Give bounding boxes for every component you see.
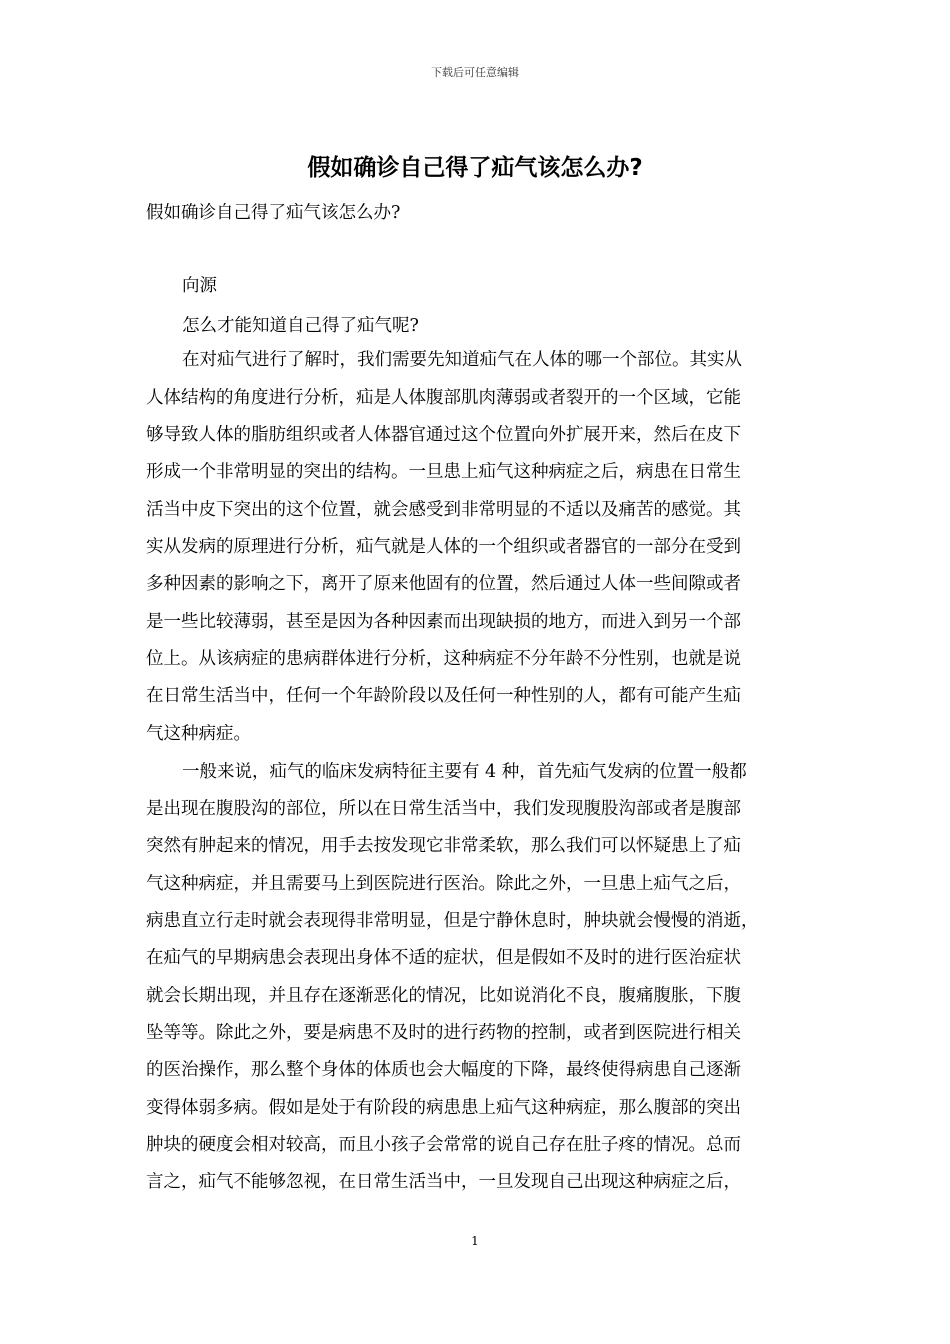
paragraph-2-line: 病患直立行走时就会表现得非常明显，但是宁静休息时，肿块就会慢慢的消逝，: [146, 911, 759, 931]
paragraph-2-line: 是出现在腹股沟的部位，所以在日常生活当中，我们发现腹股沟部或者是腹部: [146, 799, 741, 819]
source-line: 向源: [182, 276, 217, 296]
page-number: 1: [471, 1234, 479, 1248]
paragraph-2-line: 变得体弱多病。假如是处于有阶段的病患患上疝气这种病症，那么腹部的突出: [146, 1098, 741, 1118]
paragraph-2-line: 突然有肿起来的情况，用手去按发现它非常柔软，那么我们可以怀疑患上了疝: [146, 836, 741, 856]
paragraph-1-line: 位上。从该病症的患病群体进行分析，这种病症不分年龄不分性别，也就是说: [146, 649, 741, 669]
paragraph-2-line: 在疝气的早期病患会表现出身体不适的症状，但是假如不及时的进行医治症状: [146, 948, 741, 968]
paragraph-1-line: 气这种病症。: [146, 724, 251, 744]
paragraph-2-line: 的医治操作，那么整个身体的体质也会大幅度的下降，最终使得病患自己逐渐: [146, 1060, 741, 1080]
paragraph-2-line: 坠等等。除此之外，要是病患不及时的进行药物的控制，或者到医院进行相关: [146, 1023, 741, 1043]
question-line: 怎么才能知道自己得了疝气呢?: [182, 316, 419, 336]
paragraph-1-line: 多种因素的影响之下，离开了原来他固有的位置，然后通过人体一些间隙或者: [146, 574, 741, 594]
paragraph-2-line: 肿块的硬度会相对较高，而且小孩子会常常的说自己存在肚子疼的情况。总而: [146, 1135, 741, 1155]
paragraph-1-line: 在对疝气进行了解时，我们需要先知道疝气在人体的哪一个部位。其实从: [182, 350, 742, 370]
document-title: 假如确诊自己得了疝气该怎么办?: [307, 155, 643, 181]
paragraph-1-line: 形成一个非常明显的突出的结构。一旦患上疝气这种病症之后，病患在日常生: [146, 462, 741, 482]
header-note: 下载后可任意编辑: [431, 66, 519, 79]
paragraph-1-line: 是一些比较薄弱，甚至是因为各种因素而出现缺损的地方，而进入到另一个部: [146, 612, 741, 632]
paragraph-2-line: 气这种病症，并且需要马上到医院进行医治。除此之外，一旦患上疝气之后，: [146, 874, 741, 894]
paragraph-1-line: 在日常生活当中，任何一个年龄阶段以及任何一种性别的人，都有可能产生疝: [146, 686, 741, 706]
paragraph-2-line: 就会长期出现，并且存在逐渐恶化的情况，比如说消化不良，腹痛腹胀，下腹: [146, 986, 741, 1006]
paragraph-1-line: 够导致人体的脂肪组织或者人体器官通过这个位置向外扩展开来，然后在皮下: [146, 425, 741, 445]
paragraph-1-line: 活当中皮下突出的这个位置，就会感受到非常明显的不适以及痛苦的感觉。其: [146, 500, 741, 520]
paragraph-1-line: 实从发病的原理进行分析，疝气就是人体的一个组织或者器官的一部分在受到: [146, 537, 741, 557]
paragraph-1-line: 人体结构的角度进行分析，疝是人体腹部肌肉薄弱或者裂开的一个区域，它能: [146, 388, 741, 408]
paragraph-2-line: 一般来说，疝气的临床发病特征主要有 4 种，首先疝气发病的位置一般都: [182, 762, 747, 782]
paragraph-2-line: 言之，疝气不能够忽视，在日常生活当中，一旦发现自己出现这种病症之后，: [146, 1172, 741, 1192]
subtitle: 假如确诊自己得了疝气该怎么办?: [146, 203, 401, 223]
